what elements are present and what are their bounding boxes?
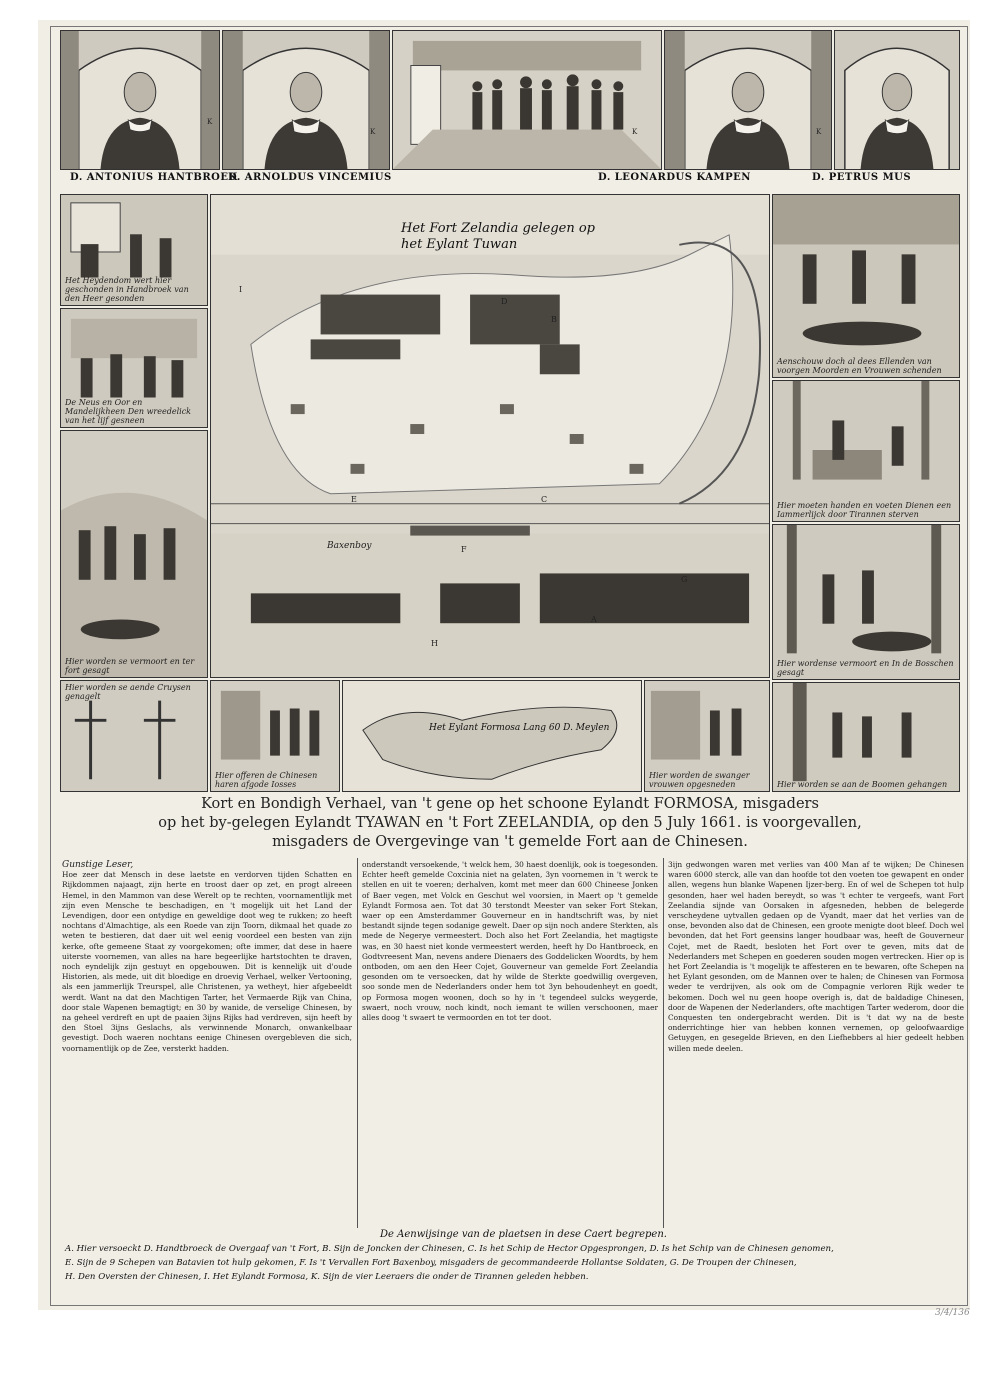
title-line-2: op het by-gelegen Eylandt TYAWAN en 't Fort ZEELANDIA, op den 5 July 1661. is voorgevallen, xyxy=(158,815,862,831)
scene-left-1 xyxy=(60,194,208,306)
portrait-name-4: D. PETRUS MUS xyxy=(812,172,912,183)
formosa-island-map xyxy=(342,680,642,792)
scene-caption: Het Heydendom wert hier geschonden in Handbroek van den Heer gesonden xyxy=(65,276,189,303)
portrait-panel-4 xyxy=(834,30,960,170)
fort-zeelandia-map xyxy=(210,194,770,678)
portrait-panel-1 xyxy=(60,30,220,170)
scene-right-3 xyxy=(772,524,960,680)
marker-k-2: K xyxy=(370,128,376,136)
body-column-1 xyxy=(62,860,352,1222)
margin-note: 3/4/136 xyxy=(935,1308,970,1318)
map-label-d: D xyxy=(501,297,508,306)
map-label-i: I xyxy=(239,285,243,294)
scene-left-2 xyxy=(60,308,208,428)
column-rule-2 xyxy=(663,858,664,1228)
body-text-col2: onderstandt versoekende, 't welck hem, 30 haest doenlijk, ook is toegesonden. Echter heeft gemelde Coxcinia niet na gelaten, 3yn voornemen in 't werck te stellen en uit te voeren; derhalven, komt met meer dan 600 Chineese Jonken of Baer vegen, met Volck en Geschut wel voorsien, in Maert op 't gemelde Eylandt Formosa aen. Tot dat 30 terstondt Meester van seker Fort Stekan, waer op een Amsterdammer Gouverneur en in handtschrift was, by niet bestandt sijnde tegen sodanige gewelt. Daer op sijn noch andere Sterkten, als mede de Negerye vermeestert. Doch also het Fort Zeelandia, het magtigste was, en 30 haest niet konde vermeestert werden, heeft hy Do Hantbroeck, en Godtvreesent Man, nevens andere Dienaers des Goddelicken Woordts, by hem ontboden, om aen den Heer Cojet, Gouverneur van gemelde Fort Zeelandia gesonden om te versoecken, dat hy wilde de Sterkte goedwillig overgeven, soo sonde men de Nederlanders onder hem tot 3yn behoudenheyt en goedt, op Formosa mogen woonen, doch so hy in 't tegendeel sulcks weygerde, swaert, noch vrouw, noch kindt, noch iemant te willen verschoonen, maer alles doog 't swaert te vermoorden en tot ter doot. xyxy=(362,860,658,1023)
portrait-panel-2 xyxy=(222,30,390,170)
scene-caption: Hier wordense vermoort en In de Bosschen gesagt xyxy=(777,659,954,677)
scene-right-2 xyxy=(772,380,960,522)
island-map-title: Het Eylant Formosa Lang 60 D. Meylen xyxy=(429,723,610,733)
portrait-name-3: D. LEONARDUS KAMPEN xyxy=(598,172,751,183)
map-title-line2: het Eylant Tuwan xyxy=(401,237,518,252)
body-column-3 xyxy=(668,860,964,1222)
scene-caption: Hier worden se vermoort en ter fort gesagt xyxy=(65,657,195,675)
map-label-h: H xyxy=(431,639,438,648)
column-rule-1 xyxy=(357,858,358,1228)
body-text-col1: Hoe zeer dat Mensch in dese laetste en verdorven tijden Schatten en Rijkdommen najaagt, zijn herte en troost daer op zet, en progt alreeen Hemel, in den Mammon van dese Werelt op te rechten, voornamentlijk met zijn even Mensche te beschadigen, en 't mogelijk uit het Land der Levendigen, door een ontydige en geweldige doot weg te rukken; zo heeft nochtans d'Almachtige, als een Roede van zijn Toorn, dikmaal het quade zo weten te bestieren, dat daer uit wel eenig voordeel een besten van zijn kerke, ofte gemeene Staat zy voorgekomen; ofte immer, dat dese in haere uiterste voornemen, van alles na hare begeerlijke hartstochten te draven, noch eyndelijk zijn gestuyt en opgebouwen. Dit is kennelijk uit d'oude Historien, als mede, uit dit bloedige en droevig Verhael, welker Vertooning, als een jammerlijk Treurspel, alle Christenen, ya wetheyt, hier afgebeeldt werdt. Want na dat den Machtigen Tarter, het Vermaerde Rijk van China, door stale Wapenen bemagtigt; en 30 by wanide, de verselige Chinesen, by na geheel verdreft en upt de paaien 3ijns Rijks had verdreven, sijn heeft by den Stoel 3ijns Geslachs, als verwinnende Monarch, onwankelbaar gevestigt. Doch waeren nochtans eenige Chinesen overgebleven die sich, voornamentlijk op de Zee, versterkt hadden. xyxy=(62,870,352,1053)
map-label-f: F xyxy=(461,545,467,554)
scene-caption: Hier worden de swanger vrouwen opgesneden xyxy=(649,771,750,789)
scene-caption: Hier moeten handen en voeten Dienen een Iammerlijck door Tirannen sterven xyxy=(777,501,952,519)
scene-right-1 xyxy=(772,194,960,378)
map-label-g: G xyxy=(681,575,688,584)
legend-line-3: H. Den Oversten der Chinesen, I. Het Eylandt Formosa, K. Sijn de vier Leeraers die onder de Tirannen geleden hebben. xyxy=(65,1272,589,1282)
scene-left-3 xyxy=(60,430,208,678)
salutation: Gunstige Leser, xyxy=(62,860,134,870)
body-column-2 xyxy=(362,860,658,1222)
marker-k-1: K xyxy=(207,118,213,126)
scene-caption: Aenschouw doch al dees Ellenden van voorgen Moorden en Vrouwen schenden xyxy=(777,357,942,375)
body-text-col3: 3ijn gedwongen waren met verlies van 400 Man af te wijken; De Chinesen waren 6000 sterck, alle van dan hoofde tot den voeten toe gewapent en onder allen, wegens hun blanke Wapenen Ijzer-berg. En of wel de Schepen tot hulp gesonden, haer wel haden bereydt, so was 't echter te vergeefs, want Fort Zeelandia sijnde van Oorsaken in afgesneden, hebben de belegerde verscheydene uytvallen gedaen op de Vyandt, maer dat het verlies van de onse, bevonden also dat de Chinesen, een groote menigte doot bleef. Doch wel bevonden, dat het Fort geensins langer houdbaar was, heeft de Gouverneur Cojet, met de Raedt, besloten het Fort over te geven, mits dat de Nederlanders met Schepen en goederen souden mogen vertrecken. Hier op is het Fort Zeelandia is 't mogelijk te affesteren en te bewaren, ofte Schepen na het Eylant gesonden, om de Mannen over te halen; de Chinesen van Formosa weder te verdrijven, als ook om de Compagnie verloren Rijk weder te bekomen. Doch wel nu geen hoope overigh is, dat de baldadige Chinesen, door de Wapenen der Nederlanders, ofte machtigen Tarter wederom, door die Conquesten ten ondergebracht werden. Dit is 't dat wy na de beste onderrichtinge hier van hebben konnen vernemen, op geloofwaardige Getuygen, en gesegelde Brieven, en den Liefhebbers al hier gedeelt hebben willen mede deelen. xyxy=(668,860,964,1053)
scene-caption: Hier worden se aan de Boomen gehangen xyxy=(777,780,948,789)
scene-idol-offering xyxy=(210,680,340,792)
portrait-name-2: D. ARNOLDUS VINCEMIUS xyxy=(228,172,392,183)
central-meeting-scene xyxy=(392,30,662,170)
map-label-b: B xyxy=(551,315,557,324)
legend-line-1: A. Hier versoeckt D. Handtbroeck de Overgaaf van 't Fort, B. Sijn de Joncken der Chinesen, C. Is het Schip de Hector Opgesprongen, D. Is het Schip van de Chinesen genomen, xyxy=(65,1244,834,1254)
scene-left-4 xyxy=(60,680,208,792)
map-label-c: C xyxy=(541,495,548,504)
marker-k-4: K xyxy=(816,128,822,136)
map-label-e: E xyxy=(351,495,357,504)
title-line-1: Kort en Bondigh Verhael, van 't gene op het schoone Eylandt FORMOSA, misgaders xyxy=(201,796,819,812)
scene-caption: Hier worden se aende Cruysen genagelt xyxy=(65,683,191,701)
scene-caption: Hier offeren de Chinesen haren afgode Iosses xyxy=(215,771,318,789)
map-label-a: A xyxy=(591,615,597,624)
scene-pregnant-women xyxy=(644,680,770,792)
map-title-line1: Het Fort Zelandia gelegen op xyxy=(401,221,595,236)
marker-k-3: K xyxy=(632,128,638,136)
portrait-panel-3 xyxy=(664,30,832,170)
scene-caption: De Neus en Oor en Mandelijkheen Den wreedelick van het lijf gesneen xyxy=(65,398,192,425)
portrait-name-1: D. ANTONIUS HANTBROEK xyxy=(70,172,238,183)
scene-hanged-trees xyxy=(772,682,960,792)
legend-line-2: E. Sijn de 9 Schepen van Batavien tot hulp gekomen, F. Is 't Vervallen Fort Baxenboy, misgaders de gecommandeerde Hollantse Soldaten, G. De Troupen der Chinesen, xyxy=(65,1258,797,1268)
legend-heading: De Aenwijsinge van de plaetsen in dese Caert begrepen. xyxy=(380,1229,667,1240)
title-line-3: misgaders de Overgevinge van 't gemelde Fort aan de Chinesen. xyxy=(272,834,748,850)
baxenboy-label: Baxenboy xyxy=(327,541,372,551)
